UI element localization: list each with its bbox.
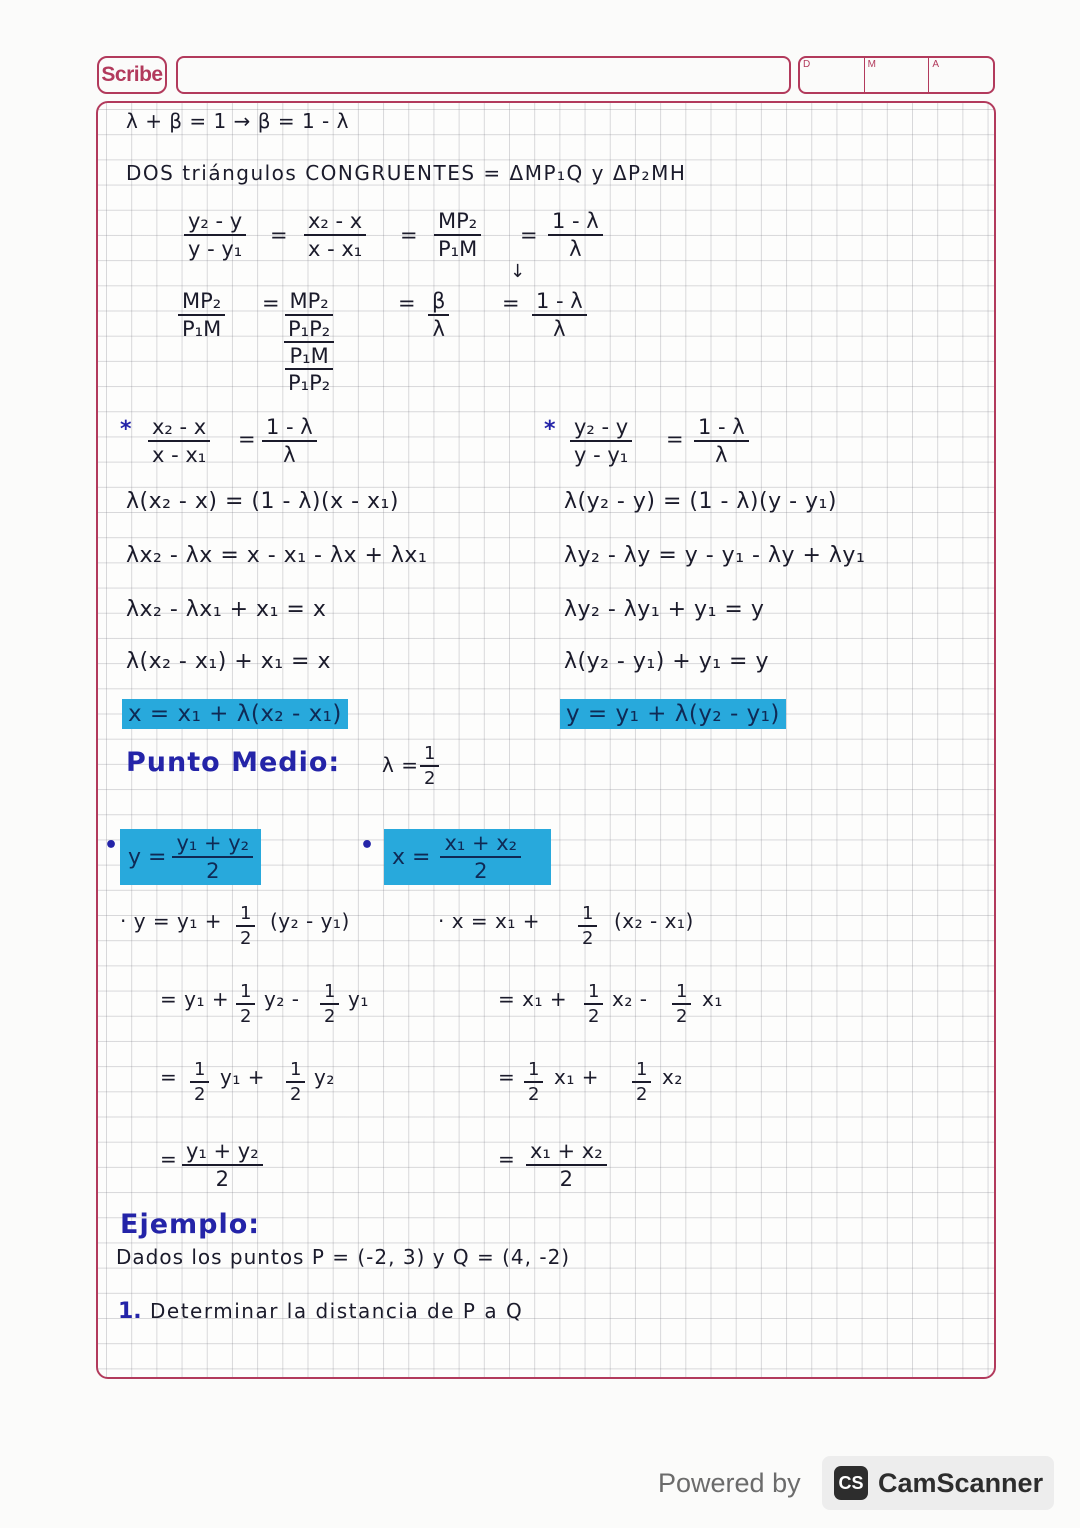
x-step-2: λx₂ - λx = x - x₁ - λx + λx₁ [126,543,428,568]
y-deriv-result-fraction: $\frac{\text{y₁ + y₂}}{2}$ [182,1139,263,1191]
x-deriv-term: x₁ [702,987,723,1011]
ratio-mp2-fraction: $\frac{\text{MP₂}}{\text{P₁M}}$ [434,209,481,261]
y-step-3: λy₂ - λy₁ + y₁ = y [564,597,765,622]
brand-logo: Scribe [97,56,167,94]
congruent-triangles-note: DOS triángulos CONGRUENTES = ΔMP₁Q y ΔP₂MH [126,161,687,185]
x-deriv-line-1: · x = x₁ + [438,909,540,933]
y-step-1: λ(y₂ - y) = (1 - λ)(y - y₁) [564,489,837,514]
camscanner-name: CamScanner [878,1467,1044,1498]
x-deriv-term: x₂ [662,1065,683,1089]
x-deriv-line-3: = [498,1065,516,1089]
x-deriv-half-fraction: $\frac{1}{2}$ [578,903,597,949]
y-deriv-half-fraction: $\frac{1}{2}$ [190,1059,209,1105]
dot-bullet-icon: • [104,833,119,858]
x-deriv-half-fraction: $\frac{1}{2}$ [632,1059,651,1105]
title-field [176,56,791,94]
camscanner-logo-icon: CS [834,1466,868,1500]
x-deriv-result-fraction: $\frac{\text{x₁ + x₂}}{2}$ [526,1139,607,1191]
x-ratio-rhs-fraction: $\frac{1 - \lambda}{\lambda}$ [262,415,317,467]
y-deriv-half-fraction: $\frac{1}{2}$ [320,981,339,1027]
date-field [798,56,995,94]
y-deriv-half-fraction: $\frac{1}{2}$ [236,981,255,1027]
midpoint-heading: Punto Medio: [126,747,341,778]
y-deriv-line-1: · y = y₁ + [120,909,222,933]
ratio-lambda-fraction: $\frac{1 - \lambda}{\lambda}$ [548,209,603,261]
y-deriv-term: y₁ + [220,1065,265,1089]
x-result-highlight: x = x₁ + λ(x₂ - x₁) [122,699,348,729]
x-deriv-term: x₁ + [554,1065,599,1089]
midpoint-lambda-fraction: $\frac{1}{2}$ [420,743,439,789]
star-bullet-icon: * [120,417,132,442]
task-number: 1. [118,1299,142,1324]
y-step-2: λy₂ - λy = y - y₁ - λy + λy₁ [564,543,866,568]
y-deriv-half-fraction: $\frac{1}{2}$ [286,1059,305,1105]
ratio2-beta-fraction: $\frac{\beta}{\lambda}$ [428,289,449,341]
x-deriv-half-fraction: $\frac{1}{2}$ [524,1059,543,1105]
example-heading: Ejemplo: [120,1209,261,1240]
star-bullet-icon: * [544,417,556,442]
x-deriv-half-fraction: $\frac{1}{2}$ [584,981,603,1027]
notebook-page: λ + β = 1 → β = 1 - λ DOS triángulos CONGRUENTES = ΔMP₁Q y ΔP₂MH $\frac{\text{y₂ - y}}{\text{y - y₁}}$ = $\frac{\text{x₂ - x}}{\text{x - x₁}}$ = $\frac{\text{MP₂}}{\text{P₁M}}$ = $\frac{1 - \lambda}{\lambda}$ ↓ $\frac{\text{MP₂}}{\text{P₁M}}$ = MP₂ P₁P₂ P₁M P₁P₂ = $\frac{\beta}{\lambda}$ = $\frac{1 - \lambda}{\lambda}$ * $\frac{\text{x₂ - x}}{\text{x - x₁}}$ = $\frac{1 - \lambda}{\lambda}$ λ(x₂ - x) = (1 - λ)(x - x₁) λx₂ - λx = x - x₁ - λx + λx₁ λx₂ - λx₁ + x₁ = x λ(x₂ - x₁) + x₁ = x x = x₁ + λ(x₂ - x₁) * $\frac{\text{y₂ - y}}{\text{y - y₁}}$ = $\frac{1 - \lambda}{\lambda}$ λ(y₂ - y) = (1 - λ)(y - y₁) λy₂ - λy = y - y₁ - λy + λy₁ λy₂ - λy₁ + y₁ = y λ(y₂ - y₁) + y₁ = y y = y₁ + λ(y₂ - y₁) Punto Medio: λ = $\frac{1}{2}$ • y = $\frac{\text{y₁ + y₂}}{2}$ • x = $\frac{\text{x₁ + x₂}}{2}$ · y = y₁ + $\frac{1}{2}$ (y₂ - y₁) = y₁ + $\frac{1}{2}$ y₂ - $\frac{1}{2}$ y₁ = $\frac{1}{2}$ y₁ + $\frac{1}{2}$ y₂ = $\frac{\text{y₁ + y₂}}{2}$ · x = x₁ + $\frac{1}{2}$ (x₂ - x₁) = x₁ + $\frac{1}{2}$ x₂ - $\frac{1}{2}$ x₁ = $\frac{1}{2}$ x₁ + $\frac{1}{2}$ x₂ = $\frac{\text{x₁ + x₂}}{2}$ Ejemplo: Dados los puntos P = (-2, 3) y Q = (4, -2) 1. Determinar la distancia de P a Q [96,101,996,1379]
y-ratio-rhs-fraction: $\frac{1 - \lambda}{\lambda}$ [694,415,749,467]
x-deriv-half-fraction: $\frac{1}{2}$ [672,981,691,1027]
ratio2-compound-fraction: MP₂ P₁P₂ P₁M P₁P₂ [284,289,334,395]
down-arrow-icon: ↓ [510,261,526,282]
x-step-1: λ(x₂ - x) = (1 - λ)(x - x₁) [126,489,399,514]
y-deriv-term: y₂ [314,1065,335,1089]
date-month-cell: M [865,58,930,92]
y-deriv-half-fraction: $\frac{1}{2}$ [236,903,255,949]
ratio-y-fraction: $\frac{\text{y₂ - y}}{\text{y - y₁}}$ [184,209,246,261]
y-deriv-line-4: = [160,1147,178,1171]
midpoint-x-highlight: x = $\frac{\text{x₁ + x₂}}{2}$ [384,829,551,885]
x-step-3: λx₂ - λx₁ + x₁ = x [126,597,327,622]
date-year-cell: A [932,59,940,70]
powered-by-text: Powered by [658,1468,801,1498]
y-deriv-line-3: = [160,1065,178,1089]
y-result-highlight: y = y₁ + λ(y₂ - y₁) [560,699,786,729]
x-step-4: λ(x₂ - x₁) + x₁ = x [126,649,331,674]
x-deriv-line-1-tail: (x₂ - x₁) [614,909,694,933]
x-ratio-fraction: $\frac{\text{x₂ - x}}{\text{x - x₁}}$ [148,415,210,467]
y-deriv-line-1-tail: (y₂ - y₁) [270,909,350,933]
ratio2-lambda-fraction: $\frac{1 - \lambda}{\lambda}$ [532,289,587,341]
x-deriv-line-2: = x₁ + [498,987,568,1011]
y-deriv-term: y₁ [348,987,369,1011]
y-deriv-term: y₂ - [264,987,300,1011]
x-deriv-term: x₂ - [612,987,648,1011]
ratio-x-fraction: $\frac{\text{x₂ - x}}{\text{x - x₁}}$ [304,209,366,261]
midpoint-y-highlight: y = $\frac{\text{y₁ + y₂}}{2}$ [120,829,261,885]
example-given-points: Dados los puntos P = (-2, 3) y Q = (4, -2) [116,1245,571,1269]
camscanner-badge [822,1456,1054,1510]
dot-bullet-icon: • [360,833,375,858]
y-step-4: λ(y₂ - y₁) + y₁ = y [564,649,769,674]
ratio2-mp2-fraction: $\frac{\text{MP₂}}{\text{P₁M}}$ [178,289,225,341]
example-task: Determinar la distancia de P a Q [150,1299,524,1323]
midpoint-lambda-lhs: λ = [382,753,419,777]
date-day-cell: D [800,58,865,92]
x-deriv-line-4: = [498,1147,516,1171]
lambda-beta-relation: λ + β = 1 → β = 1 - λ [126,109,349,133]
y-ratio-fraction: $\frac{\text{y₂ - y}}{\text{y - y₁}}$ [570,415,632,467]
y-deriv-line-2: = y₁ + [160,987,230,1011]
